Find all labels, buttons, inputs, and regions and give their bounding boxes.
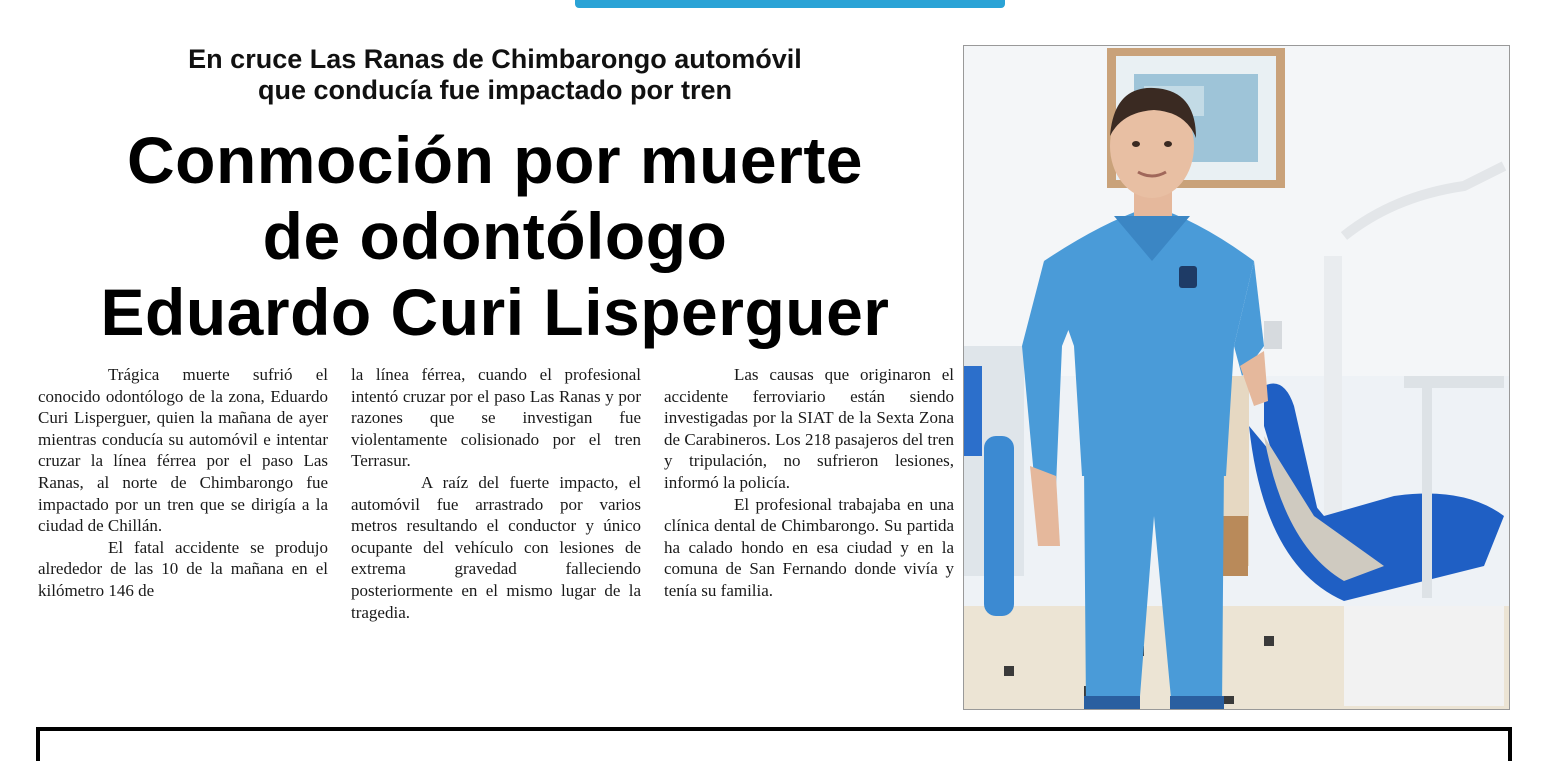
paragraph: El fatal accidente se produjo alrededor de las 10 de la mañana en el kilómetro 146 de	[38, 537, 328, 600]
dentist-portrait-illustration	[964, 46, 1509, 709]
masthead-strip	[575, 0, 1005, 8]
article-kicker	[150, 44, 840, 106]
paragraph: El profesional trabajaba en una clínica dental de Chimbarongo. Su partida ha calado hondo en esa ciudad y en la comuna de San Fernando donde vivía y tenía su familia.	[664, 494, 954, 600]
headline-line-3: Eduardo Curi Lisperguer	[100, 275, 890, 349]
kicker-text: En cruce Las Ranas de Chimbarongo automóvil que conducía fue impactado por tren	[188, 44, 802, 105]
body-column-3	[664, 364, 954, 602]
paragraph: Trágica muerte sufrió el conocido odontólogo de la zona, Eduardo Curi Lisperguer, quien la mañana de ayer mientras conducía su automóvil e intentar cruzar la línea férrea por el paso Las Ranas, al norte de Chimbarongo fue impactado por un tren que se dirigía a la ciudad de Chillán.	[38, 365, 328, 536]
article-headline	[40, 122, 950, 350]
paragraph: la línea férrea, cuando el profesional intentó cruzar por el paso Las Ranas y por razones que se investigan fue violentamente colisionado por el tren Terrasur.	[351, 365, 641, 471]
paragraph: Las causas que originaron el accidente ferroviario están siendo investigadas por la SIAT de la Sexta Zona de Carabineros. Los 218 pasajeros del tren y tripulación, no sufrieron lesiones, informó la policía.	[664, 365, 954, 492]
headline-line-1: Conmoción por muerte	[126, 123, 864, 197]
paragraph: A raíz del fuerte impacto, el automóvil fue arrastrado por varios metros resultando el conductor y único ocupante del vehículo con lesiones de extrema gravedad falleciendo posteriormente en el mismo lugar de la tragedia.	[351, 472, 641, 622]
article-photo	[963, 45, 1510, 710]
next-article-frame	[36, 727, 1512, 761]
body-column-1	[38, 364, 328, 602]
headline-line-2: de odontólogo	[262, 199, 728, 273]
body-column-2	[351, 364, 641, 623]
